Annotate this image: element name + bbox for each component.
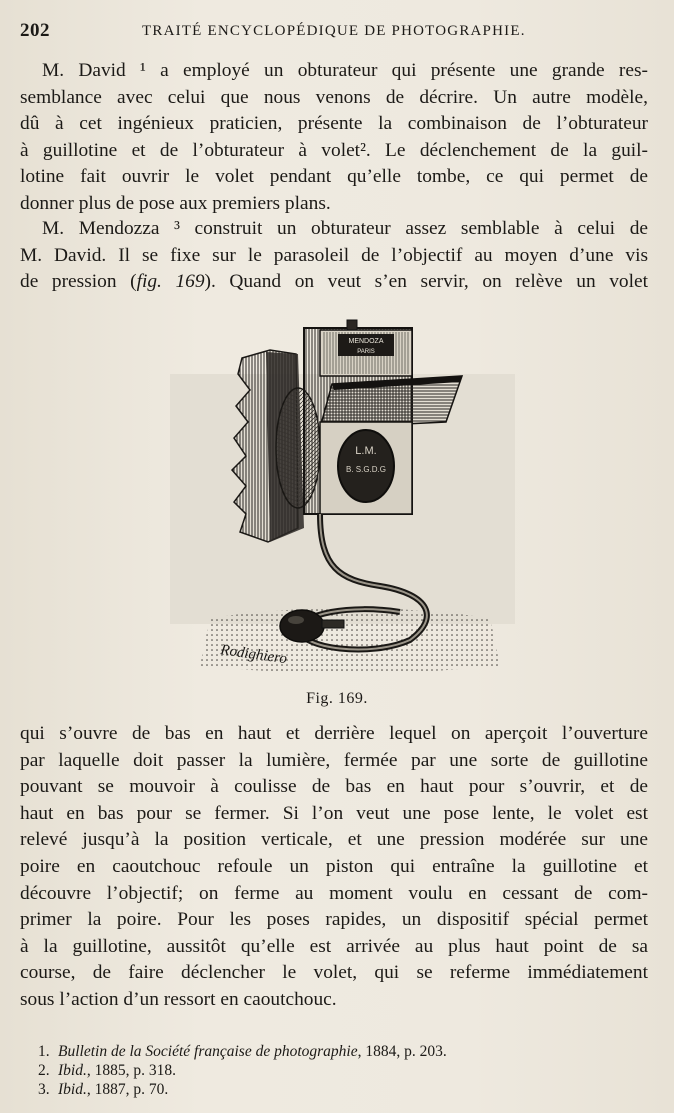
text-line: qui s’ouvre de bas en haut et derrière lequel on aperçoit l’ouverture [20, 723, 648, 744]
text-line: à guillotine et de l’obturateur à volet². Le déclenchement de la guil- [20, 139, 648, 161]
footnote-title: Ibid. [58, 1081, 87, 1098]
running-head: TRAITÉ ENCYCLOPÉDIQUE DE PHOTOGRAPHIE. [142, 23, 526, 39]
disc-monogram: L.M. [355, 445, 377, 457]
footnote-reference: , 1884, p. 203. [357, 1043, 447, 1060]
maker-plate-text: MENDOZA [348, 338, 384, 345]
top-knob [347, 320, 357, 330]
footnote-reference: , 1887, p. 70. [86, 1081, 169, 1098]
text-line: découvre l’objectif; on ferme au moment voulu en cessant de com- [20, 882, 648, 904]
text-line: course, de faire déclencher le volet, qui se referme immédiatement [20, 962, 648, 984]
page-header [20, 20, 652, 42]
engraver-signature: Rodighiero [219, 642, 288, 668]
page-number: 202 [20, 20, 50, 41]
ground-shadow [200, 608, 500, 673]
text-line: relevé jusqu’à la position verticale, et une pression modérée sur une [20, 829, 648, 851]
paragraph-mendozza [20, 216, 648, 296]
text-line: dû à cet ingénieux praticien, présente la combinaison de l’obturateur [20, 113, 648, 135]
text-line: M. David ¹ a employé un obturateur qui présente une grande res- [42, 60, 648, 81]
text-line: primer la poire. Pour les poses rapides, un dispositif spécial permet [20, 909, 648, 931]
footnote-title: Ibid. [58, 1062, 87, 1079]
text-line [20, 269, 648, 296]
text-line: donner plus de pose aux premiers plans. [20, 192, 331, 214]
text-line: par laquelle doit passer la lumière, fermée par une sorte de guillotine [20, 749, 648, 771]
figure-caption: Fig. 169. [306, 690, 368, 707]
footnote-number: 2. [38, 1062, 50, 1079]
disc-patent-mark: B. S.G.D.G [345, 465, 387, 474]
footnote-1 [38, 1042, 447, 1061]
footnotes [38, 1042, 447, 1099]
text-line: semblance avec celui que nous venons de décrire. Un autre modèle, [20, 86, 648, 108]
text-segment: ). Quand on veut s’en servir, on relève un volet [204, 271, 648, 293]
figure-shutter-engraving [170, 318, 515, 678]
paragraph-continuation [20, 721, 648, 1014]
figure-reference: fig. 169 [136, 271, 205, 293]
footnote-2 [38, 1061, 447, 1080]
footnote-reference: , 1885, p. 318. [86, 1062, 176, 1079]
footnote-number: 3. [38, 1081, 50, 1098]
text-line: à la guillotine, aussitôt qu’elle est arrivée au plus haut point de sa [20, 935, 648, 957]
footnote-3 [38, 1080, 447, 1099]
paragraph-david [20, 58, 648, 218]
footnote-number: 1. [38, 1043, 50, 1060]
text-line: pouvant se mouvoir à coulisse de bas en haut pour s’ouvrir, et de [20, 776, 648, 798]
maker-plate-city: PARIS [357, 349, 375, 355]
text-line: M. David. Il se fixe sur le parasoleil de l’objectif au moyen d’une vis [20, 244, 648, 266]
shutter-illustration [170, 318, 515, 678]
rubber-bulb [280, 610, 324, 642]
text-line: M. Mendozza ³ construit un obturateur assez semblable à celui de [42, 218, 648, 239]
text-line: poire en caoutchouc refoule un piston qui entraîne la guillotine et [20, 855, 648, 877]
footnote-title: Bulletin de la Société française de photographie [58, 1043, 358, 1060]
bulb-valve [322, 620, 344, 628]
text-line: lotine fait ouvrir le volet pendant qu’elle tombe, ce qui permet de [20, 166, 648, 188]
text-line: sous l’action d’un ressort en caoutchouc. [20, 988, 337, 1010]
text-line: haut en bas pour se fermer. Si l’on veut une pose lente, le volet est [20, 802, 648, 824]
text-segment: de pression ( [20, 271, 137, 293]
